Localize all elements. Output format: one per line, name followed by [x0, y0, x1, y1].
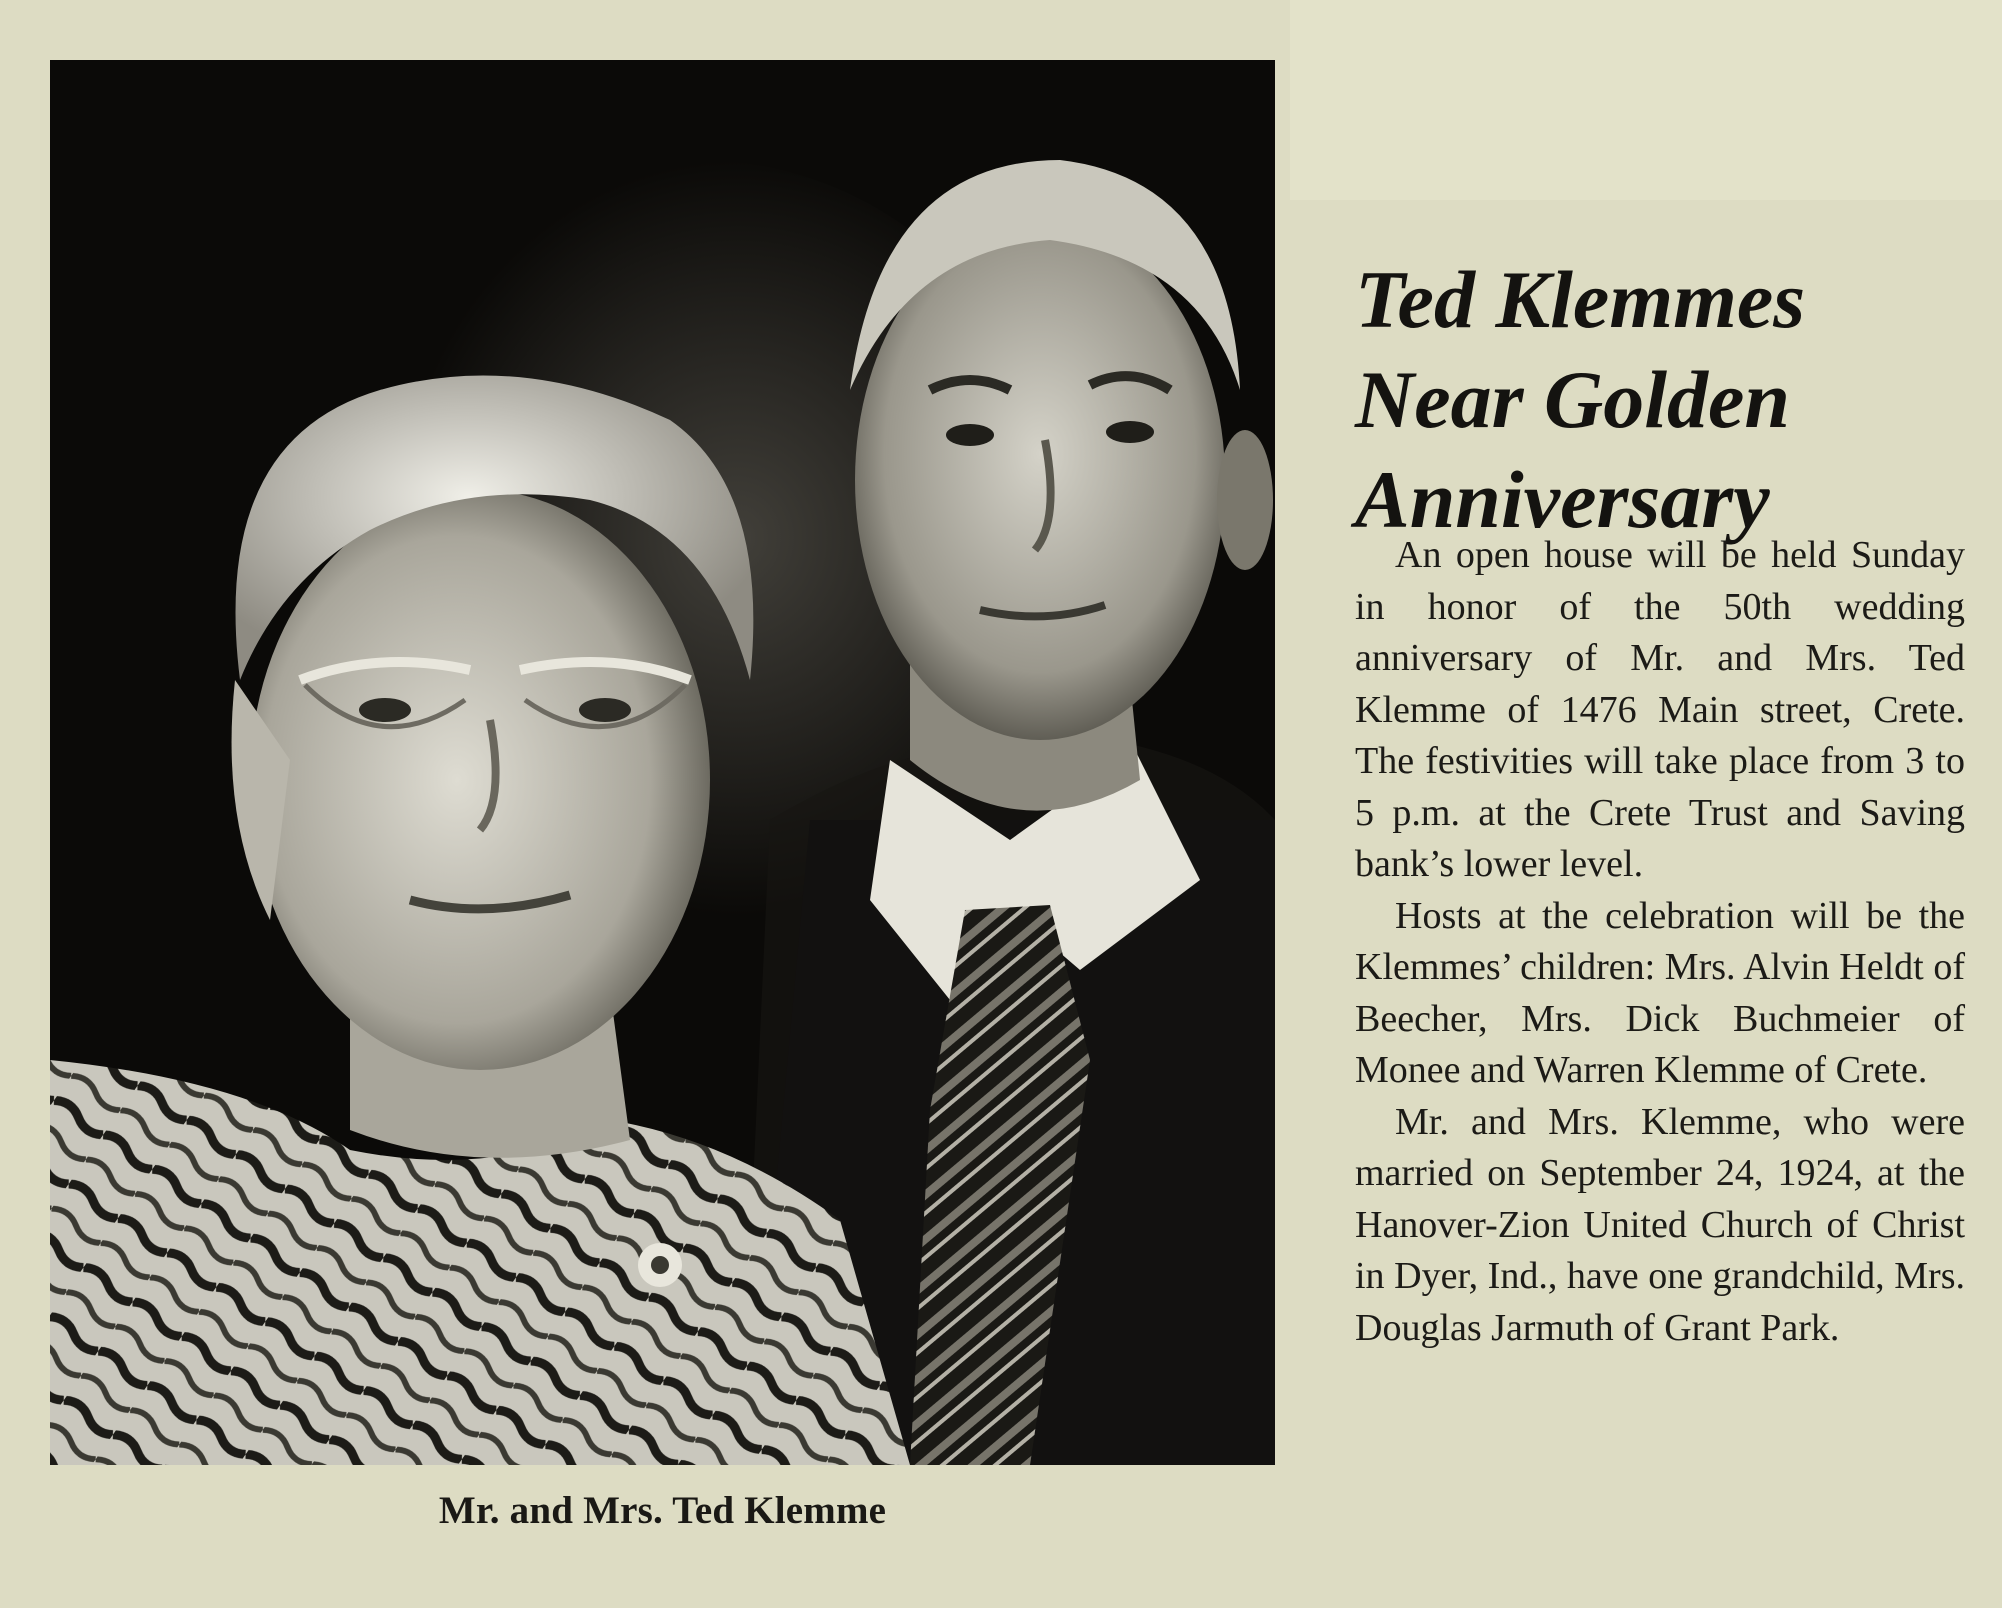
headline-line-1: Ted Klemmes [1355, 253, 1806, 345]
headline-line-3: Anniversary [1355, 453, 1770, 545]
headline-line-2: Near Golden [1355, 353, 1791, 445]
article-paragraph: Hosts at the celebration will be the Klemmes’ children: Mrs. Alvin Heldt of Beecher, Mrs. Dick Buchmeier of Monee and Warren Klemme of Crete. [1355, 894, 1965, 1091]
couple-photo [50, 60, 1275, 1465]
article-paragraph: Mr. and Mrs. Klemme, who were married on September 24, 1924, at the Hanover-Zion United Church of Christ in Dyer, Ind., have one grandchild, Mrs. Douglas Jarmuth of Grant Park. [1355, 1100, 1965, 1349]
couple-portrait-image [50, 60, 1275, 1465]
article-body [1355, 530, 1965, 1354]
article-paragraph: An open house will be held Sunday in honor of the 50th wedding anniversary of Mr. and Mrs. Ted Klemme of 1476 Main street, Crete. The festivities will take place from 3 to 5 p.m. at the Crete Trust and Saving bank’s lower level. [1355, 534, 1965, 885]
article-headline [1355, 250, 1975, 550]
photo-caption: Mr. and Mrs. Ted Klemme [438, 1489, 887, 1532]
